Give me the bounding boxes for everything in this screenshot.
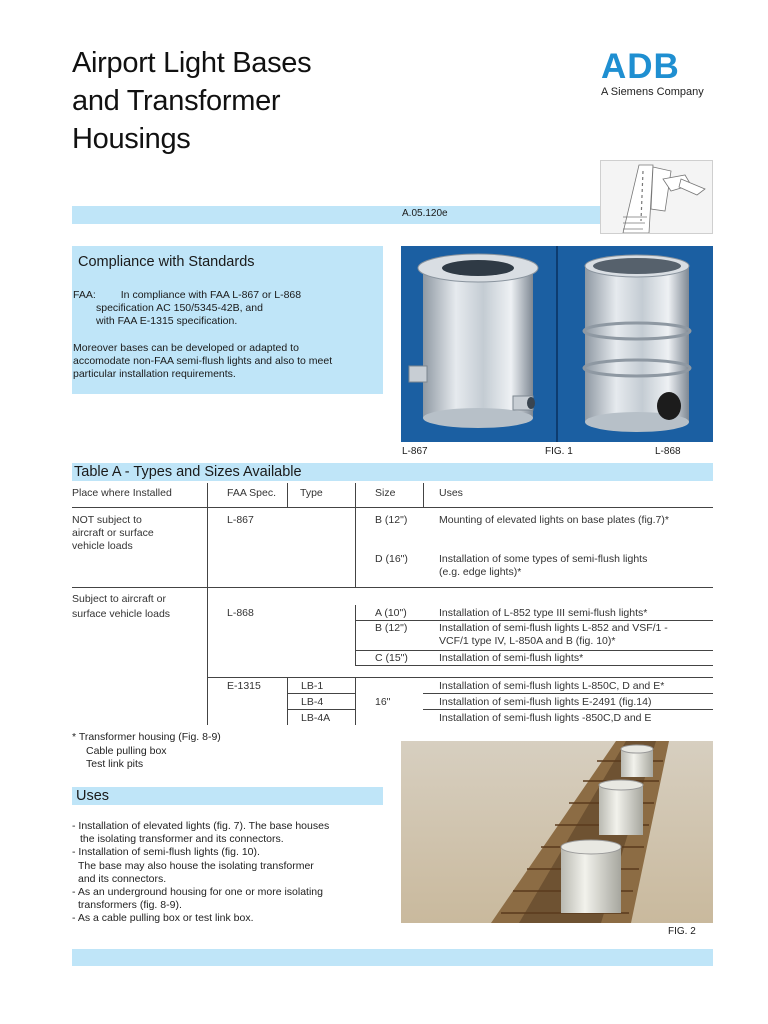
- logo-subtitle: A Siemens Company: [601, 86, 704, 98]
- use-lb1: Installation of semi-flush lights L-850C, D and E*: [439, 680, 665, 692]
- footnote-line-3: Test link pits: [86, 758, 144, 770]
- fig1-label: FIG. 1: [545, 446, 573, 457]
- moreover-line-3: particular installation requirements.: [73, 368, 236, 381]
- type-lb4: LB-4: [301, 696, 324, 708]
- footer-bar: [72, 949, 713, 966]
- uses-heading: Uses: [76, 788, 110, 804]
- uses-line-3: - Installation of semi-flush lights (fig. 10).: [72, 846, 260, 859]
- document-number: A.05.120e: [402, 208, 448, 219]
- table-col-rule: [355, 483, 356, 587]
- place1-line-1: NOT subject to: [72, 514, 142, 526]
- fig1-photo: [401, 246, 713, 442]
- compliance-heading: Compliance with Standards: [78, 254, 255, 270]
- use-c15: Installation of semi-flush lights*: [439, 652, 584, 664]
- size-b12-2: B (12"): [375, 622, 408, 634]
- moreover-line-2: accomodate non-FAA semi-flush lights and also to meet: [73, 354, 333, 367]
- spec-l868: L-868: [227, 607, 254, 619]
- logo-wordmark: ADB: [601, 47, 680, 86]
- uses-list: [72, 820, 382, 926]
- size-a10: A (10"): [375, 607, 407, 619]
- uses-line-1: - Installation of elevated lights (fig. 7). The base houses: [72, 820, 330, 832]
- faa-line-1: [73, 289, 378, 302]
- place2-line-2: surface vehicle loads: [72, 608, 171, 620]
- col-header-spec: FAA Spec.: [227, 487, 277, 499]
- spec-e1315: E-1315: [227, 680, 261, 692]
- spec-l867: L-867: [227, 514, 254, 526]
- type-lb4a: LB-4A: [301, 712, 331, 724]
- table-title: Table A - Types and Sizes Available: [74, 464, 302, 480]
- table-col-rule: [355, 605, 356, 665]
- title-line-1: Airport Light Bases: [72, 47, 312, 79]
- table-row-rule: [355, 650, 713, 651]
- use-b12-2-line-2: VCF/1 type IV, L-850A and B (fig. 10)*: [439, 635, 616, 648]
- type-lb1: LB-1: [301, 680, 324, 692]
- uses-bar: [72, 787, 383, 805]
- uses-line-6: - As an underground housing for one or more isolating: [72, 886, 323, 899]
- use-lb4: Installation of semi-flush lights E-2491 (fig.14): [439, 696, 652, 708]
- uses-line-2: the isolating transformer and its connectors.: [80, 833, 284, 846]
- table-col-rule: [207, 483, 208, 725]
- fig1-left-label: L-867: [402, 446, 428, 457]
- title-line-3: Housings: [72, 123, 191, 155]
- size-b12-1: B (12"): [375, 514, 408, 526]
- page-title: [72, 44, 412, 158]
- table-col-rule: [423, 483, 424, 507]
- footnote-line-1: * Transformer housing (Fig. 8-9): [72, 731, 221, 743]
- compliance-text: [73, 289, 378, 381]
- use-d16: [439, 553, 647, 579]
- moreover-line-1: Moreover bases can be developed or adapted to: [73, 341, 299, 354]
- col-header-size: Size: [375, 487, 396, 499]
- size-16: 16": [375, 696, 391, 708]
- runway-diagram-icon: [600, 160, 713, 234]
- uses-line-5: and its connectors.: [78, 872, 167, 885]
- use-b12-2: [439, 622, 668, 648]
- use-d16-line-2: (e.g. edge lights)*: [439, 566, 522, 579]
- use-lb4a: Installation of semi-flush lights -850C,D and E: [439, 712, 652, 724]
- faa-line-3: with FAA E-1315 specification.: [96, 315, 238, 328]
- table-col-rule: [287, 677, 288, 725]
- footnote-line-2: Cable pulling box: [86, 744, 167, 757]
- faa-text-1: In compliance with FAA L-867 or L-868: [120, 289, 302, 301]
- table-col-rule: [355, 677, 356, 725]
- place-subject: [72, 592, 170, 622]
- uses-line-4: The base may also house the isolating transformer: [78, 859, 314, 872]
- document-number-bar: [72, 206, 600, 224]
- use-b12-2-line-1: Installation of semi-flush lights L-852 and VSF/1 -: [439, 622, 668, 634]
- size-c15: C (15"): [375, 652, 408, 664]
- fig2-photo: [401, 741, 713, 923]
- adb-logo: [601, 48, 721, 98]
- use-d16-line-1: Installation of some types of semi-flush lights: [439, 553, 648, 565]
- table-row-rule: [207, 677, 713, 678]
- use-a10: Installation of L-852 type III semi-flush lights*: [439, 607, 648, 619]
- uses-line-7: transformers (fig. 8-9).: [78, 899, 182, 912]
- col-header-uses: Uses: [439, 487, 463, 499]
- fig2-label: FIG. 2: [668, 926, 696, 937]
- faa-line-2: specification AC 150/5345-42B, and: [96, 302, 263, 315]
- table-section-rule: [72, 587, 713, 588]
- uses-line-8: - As a cable pulling box or test link box.: [72, 912, 254, 925]
- col-header-place: Place where Installed: [72, 487, 172, 499]
- place1-line-2: aircraft or surface: [72, 527, 154, 540]
- title-line-2: and Transformer: [72, 85, 281, 117]
- table-header-rule: [72, 507, 713, 508]
- size-d16: D (16"): [375, 553, 408, 565]
- place1-line-3: vehicle loads: [72, 540, 133, 553]
- place-not-subject: [72, 514, 154, 554]
- table-footnote: [72, 731, 221, 772]
- use-b12-1: Mounting of elevated lights on base plates (fig.7)*: [439, 514, 669, 526]
- place2-line-1: Subject to aircraft or: [72, 593, 166, 605]
- fig1-right-label: L-868: [655, 446, 681, 457]
- faa-label: FAA:: [73, 289, 96, 301]
- col-header-type: Type: [300, 487, 323, 499]
- table-col-rule: [287, 483, 288, 507]
